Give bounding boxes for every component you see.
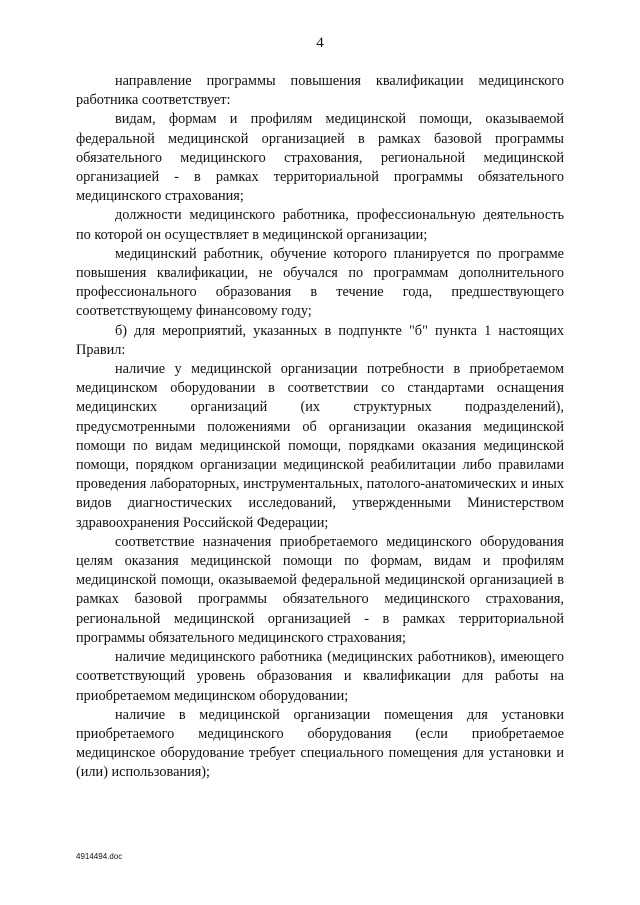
paragraph-care-types: видам, формам и профилям медицинской помощи, оказываемой федеральной медицинской организацией в рамках базовой программы обязательного медицинского страхования, региональной медицинской организацией - в рамках территориальной программы обязательного медицинского страхования; <box>76 111 564 205</box>
page-number: 4 <box>316 35 324 51</box>
paragraph-subitem-b: б) для мероприятий, указанных в подпункте "б" пункта 1 настоящих Правил: <box>76 322 564 358</box>
paragraph-qualified-staff: наличие медицинского работника (медицинских работников), имеющего соответствующий уровень образования и квалификации для работы на приобретаемом медицинском оборудовании; <box>76 649 564 704</box>
paragraph-no-prior-training: медицинский работник, обучение которого планируется по программе повышения квалификации, не обучался по программам дополнительного профессионального образования в течение года, предшествующего соответствующему финансовому году; <box>76 245 564 320</box>
paragraph-premises: наличие в медицинской организации помещения для установки приобретаемого медицинского оборудования (если приобретаемое медицинское оборудование требует специального помещения для установки и (или) использования); <box>76 706 564 781</box>
paragraph-equipment-need: наличие у медицинской организации потребности в приобретаемом медицинском оборудовании в соответствии со стандартами оснащения медицинских организаций (их структурных подразделений), предусмотренными положениями об организации оказания медицинской помощи по видам медицинской помощи, порядками оказания медицинской помощи, порядком организации медицинской реабилитации либо правилами проведения лабораторных, инструментальных, патолого-анатомических и иных видов диагностических исследований, утвержденными Министерством здравоохранения Российской Федерации; <box>76 361 564 531</box>
document-body <box>76 72 564 783</box>
paragraph-position: должности медицинского работника, профессиональную деятельность по которой он осуществляет в медицинской организации; <box>76 207 564 243</box>
paragraph-equipment-purpose: соответствие назначения приобретаемого медицинского оборудования целям оказания медицинской помощи по формам, видам и профилям медицинской помощи, оказываемой федеральной медицинской организацией в рамках базовой программы обязательного медицинского страхования, региональной медицинской организацией - в рамках территориальной программы обязательного медицинского страхования; <box>76 533 564 646</box>
document-file-code: 4914494.doc <box>76 852 123 861</box>
paragraph-program-direction: направление программы повышения квалификации медицинского работника соответствует: <box>76 73 564 109</box>
